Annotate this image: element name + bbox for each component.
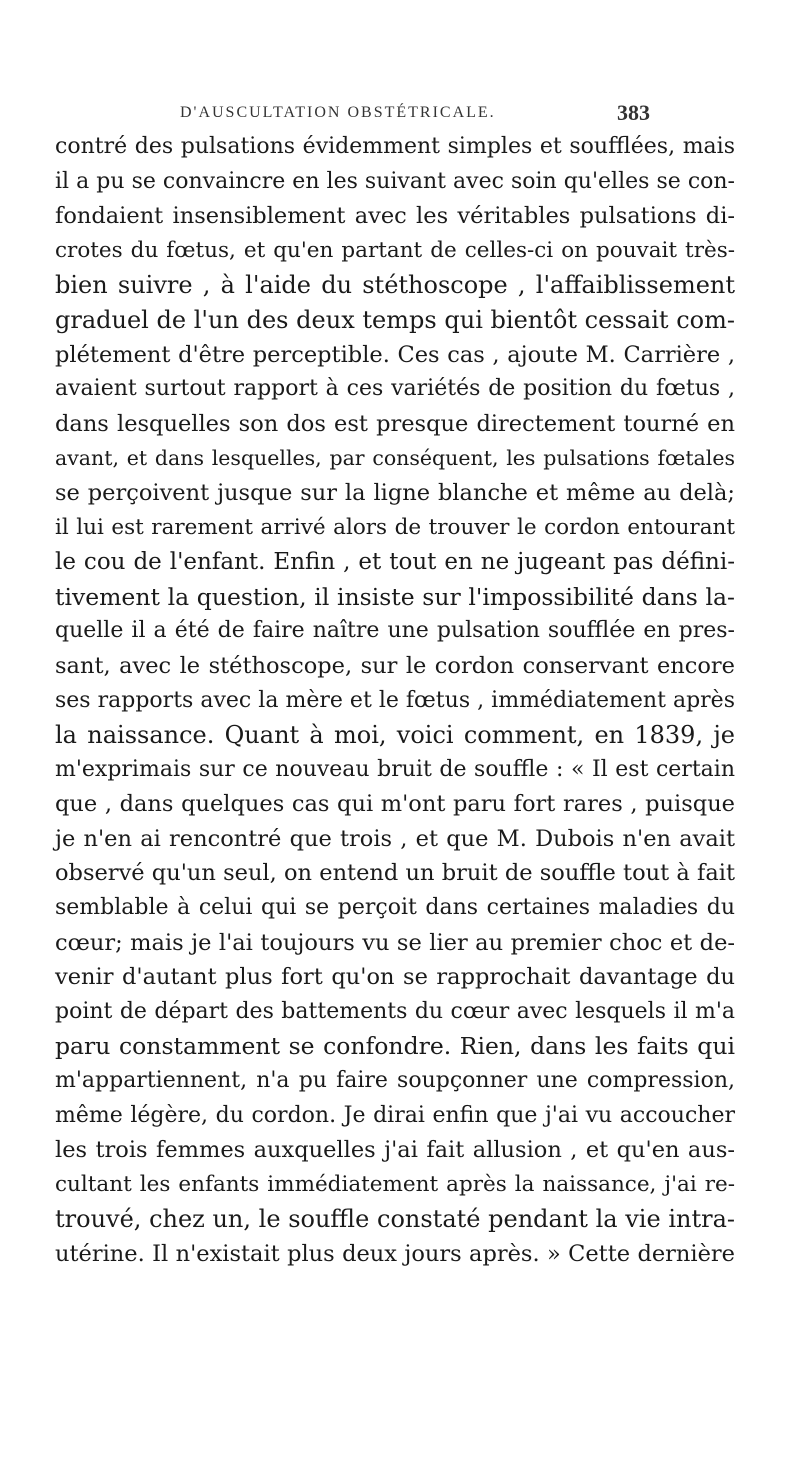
text-line: fondaient insensiblement avec les véritables pulsations di- [55, 203, 735, 230]
text-line: sant, avec le stéthoscope, sur le cordon conservant encore [55, 652, 735, 679]
text-line: la naissance. Quant à moi, voici comment, en 1839, je [55, 721, 735, 750]
page-number: 383 [617, 100, 650, 125]
running-head [180, 100, 650, 126]
text-line: point de départ des battements du cœur avec lesquels il m'a [55, 998, 735, 1024]
text-line: m'exprimais sur ce nouveau bruit de souffle : « Il est certain [55, 756, 735, 782]
body-text [55, 130, 735, 1272]
text-line: m'appartiennent, n'a pu faire soupçonner une compression, [55, 1068, 735, 1094]
text-line: que , dans quelques cas qui m'ont paru fort rares , puisque [55, 791, 735, 818]
text-line: avant, et dans lesquelles, par conséquent, les pulsations fœtales [55, 446, 735, 471]
text-line: tivement la question, il insiste sur l'impossibilité dans la- [55, 582, 735, 611]
text-line: cultant les enfants immédiatement après la naissance, j'ai re- [55, 1171, 735, 1197]
text-line: il lui est rarement arrivé alors de trouver le cordon entourant [55, 514, 735, 540]
text-line: il a pu se convaincre en les suivant avec soin qu'elles se con- [55, 168, 735, 194]
text-line: plétement d'être perceptible. Ces cas , ajoute M. Carrière , [55, 341, 735, 368]
text-line: crotes du fœtus, et qu'en partant de celles-ci on pouvait très- [55, 237, 735, 263]
text-line: même légère, du cordon. Je dirai enfin que j'ai vu accoucher [55, 1102, 735, 1128]
text-line: venir d'autant plus fort qu'on se rapprochait davantage du [55, 964, 735, 991]
text-line: dans lesquelles son dos est presque directement tourné en [55, 410, 735, 437]
text-line: cœur; mais je l'ai toujours vu se lier au premier choc et de- [55, 929, 735, 956]
text-line: paru constamment se confondre. Rien, dans les faits qui [55, 1032, 735, 1061]
text-line: se perçoivent jusque sur la ligne blanche et même au delà; [55, 479, 735, 506]
text-line: observé qu'un seul, on entend un bruit de souffle tout à fait [55, 860, 735, 887]
text-line: graduel de l'un des deux temps qui bientôt cessait com- [55, 305, 735, 334]
text-line: utérine. Il n'existait plus deux jours après. » Cette dernière [55, 1241, 735, 1267]
running-title: D'AUSCULTATION OBSTÉTRICALE. [180, 104, 496, 121]
text-line: le cou de l'enfant. Enfin , et tout en ne jugeant pas défini- [55, 549, 735, 576]
text-line: contré des pulsations évidemment simples et soufflées, mais [55, 134, 735, 159]
text-line: bien suivre , à l'aide du stéthoscope , l'affaiblissement [55, 271, 735, 300]
text-line: les trois femmes auxquelles j'ai fait allusion , et qu'en aus- [55, 1137, 735, 1164]
text-line: trouvé, chez un, le souffle constaté pendant la vie intra- [55, 1205, 735, 1234]
text-line: ses rapports avec la mère et le fœtus , immédiatement après [55, 687, 735, 713]
text-line: semblable à celui qui se perçoit dans certaines maladies du [55, 895, 735, 921]
text-line: avaient surtout rapport à ces variétés de position du fœtus , [55, 376, 735, 402]
text-line: quelle il a été de faire naître une pulsation soufflée en pres- [55, 618, 735, 644]
text-line: je n'en ai rencontré que trois , et que M. Dubois n'en avait [55, 825, 735, 852]
